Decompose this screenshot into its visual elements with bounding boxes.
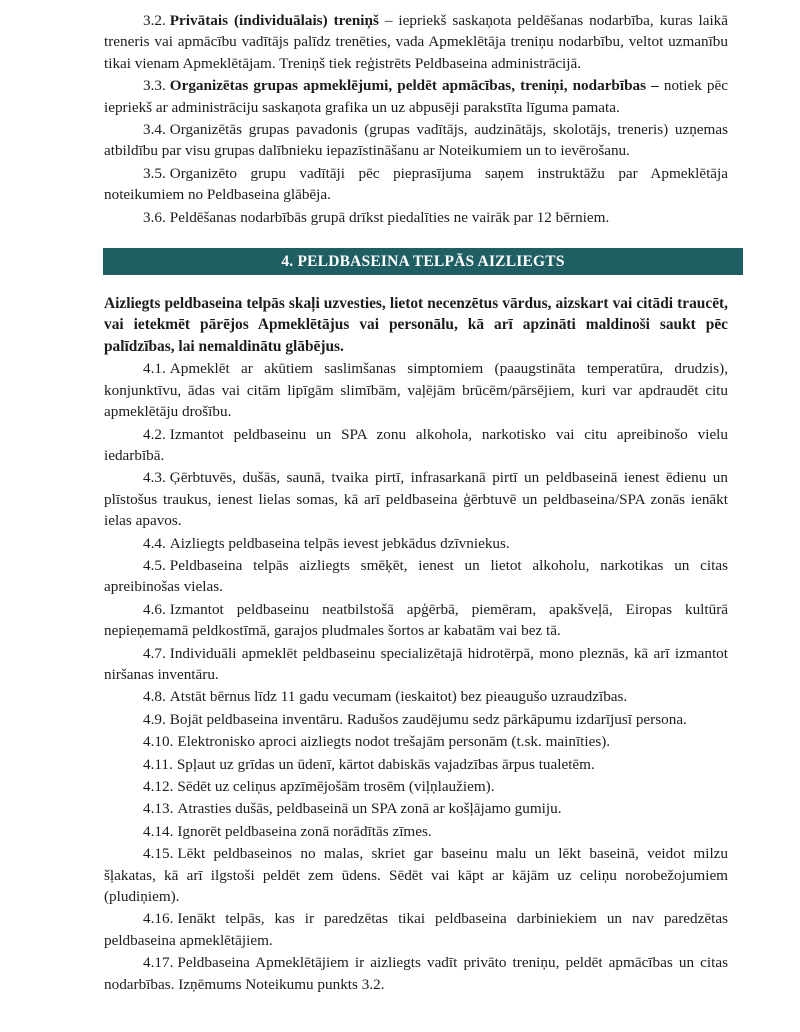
list-item — [104, 533, 728, 554]
paragraph-number: 4.17. — [143, 954, 174, 972]
paragraph-3-3 — [104, 75, 728, 118]
paragraph-number: 4.12. — [143, 778, 174, 795]
paragraph-number: 4.7. — [143, 644, 166, 662]
paragraph-text: Atrasties dušās, peldbaseinā un SPA zonā ar košļājamo gumiju. — [177, 800, 562, 818]
paragraph-text: Ienākt telpās, kas ir paredzētas tikai peldbaseina darbiniekiem un nav paredzētas peldbaseina apmeklētājiem. — [104, 910, 728, 949]
paragraph-text: – iepriekš saskaņota peldēšanas nodarbība, kuras laikā treneris vai apmācību vadītājs palīdz trenēties, vada Apmeklētāja treniņu nodarbību, veltot uzmanību tikai vienam Apmeklētājam. Treniņš tiek reģistrēts Peldbaseina administrācijā. — [104, 12, 729, 72]
list-item — [104, 776, 728, 797]
paragraph-number: 4.11. — [143, 755, 173, 773]
list-item — [104, 843, 728, 907]
paragraph-term: Privātais (individuālais) treniņš — [169, 12, 379, 29]
list-item — [104, 952, 728, 995]
paragraph-text: Organizēto grupu vadītāji pēc pieprasījuma saņem instruktāžu par Apmeklētāja noteikumiem no Peldbaseina glābēja. — [104, 164, 728, 204]
paragraph-number: 4.9. — [143, 710, 166, 728]
paragraph-number: 4.15. — [143, 845, 174, 863]
paragraph-text: Lēkt peldbaseinos no malas, skriet gar baseinu malu un lēkt baseinā, veidot milzu šļakatas, kā arī ilgstoši peldēt zem ūdens. Sēdēt vai kāpt ar kājām uz celiņu norobežojumiem (pludiņiem). — [104, 845, 728, 906]
section-4-header: 4. PELDBASEINA TELPĀS AIZLIEGTS — [103, 248, 743, 275]
section-4-intro: Aizliegts peldbaseina telpās skaļi uzvesties, lietot necenzētus vārdus, aizskart vai citādi traucēt, vai ietekmēt pārējos Apmeklētājus vai personālu, kā arī apzināti maldinoši saukt pēc palīdzības, lai nemaldinātu glābējus. — [104, 295, 728, 355]
paragraph-number: 4.16. — [143, 910, 174, 928]
paragraph-text: Ignorēt peldbaseina zonā norādītās zīmes. — [177, 822, 432, 840]
paragraph-text: Aizliegts peldbaseina telpās ievest jebkādus dzīvniekus. — [169, 534, 510, 552]
paragraph-text: Individuāli apmeklēt peldbaseinu specializētajā hidrotērpā, mono pleznās, kā arī izmantot niršanas inventāru. — [104, 644, 728, 683]
paragraph-number: 3.2. — [143, 12, 166, 29]
list-item — [104, 467, 728, 531]
document-page — [104, 10, 728, 996]
paragraph-3-5 — [104, 163, 728, 206]
list-item — [104, 731, 728, 752]
paragraph-number: 4.14. — [143, 822, 174, 840]
paragraph-text: Peldbaseina telpās aizliegts smēķēt, ienest un lietot alkoholu, narkotikas un citas apreibinošas vielas. — [104, 556, 728, 596]
paragraph-term: Organizētas grupas apmeklējumi, peldēt apmācības, treniņi, nodarbības – — [169, 77, 659, 95]
paragraph-text: notiek pēc iepriekš ar administrāciju saskaņota grafika un uz abpusēji parakstīta līguma pamata. — [104, 77, 728, 116]
paragraph-3-2 — [104, 10, 728, 74]
list-item — [104, 424, 728, 467]
paragraph-3-4 — [104, 119, 728, 162]
prohibited-items-list — [104, 358, 728, 995]
paragraph-text: Sēdēt uz celiņus apzīmējošām trosēm (viļņlaužiem). — [177, 778, 495, 795]
paragraph-text: Organizētās grupas pavadonis (grupas vadītājs, audzinātājs, skolotājs, treneris) uzņemas atbildību par visu grupas dalībnieku iepazīstināšanu ar Noteikumiem un to ievērošanu. — [104, 121, 728, 160]
paragraph-text: Spļaut uz grīdas un ūdenī, kārtot dabiskās vajadzības ārpus tualetēm. — [176, 755, 595, 773]
list-item — [104, 798, 728, 819]
paragraph-number: 4.6. — [143, 600, 166, 618]
paragraph-number: 4.1. — [143, 360, 166, 378]
list-item — [104, 555, 728, 598]
paragraph-text: Atstāt bērnus līdz 11 gadu vecumam (ieskaitot) bez pieaugušo uzraudzības. — [169, 688, 628, 706]
paragraph-number: 4.3. — [143, 469, 166, 487]
list-item — [104, 358, 728, 422]
list-item — [104, 686, 728, 707]
paragraph-text: Bojāt peldbaseina inventāru. Radušos zaudējumu sedz pārkāpumu izdarījusī persona. — [169, 710, 687, 728]
paragraph-number: 4.13. — [143, 800, 174, 818]
list-item — [104, 821, 728, 842]
paragraph-number: 4.10. — [143, 733, 174, 751]
paragraph-number: 3.4. — [143, 121, 166, 139]
paragraph-text: Peldēšanas nodarbībās grupā drīkst piedalīties ne vairāk par 12 bērniem. — [169, 208, 610, 226]
paragraph-number: 3.3. — [143, 77, 166, 95]
list-item — [104, 709, 728, 730]
paragraph-text: Izmantot peldbaseinu neatbilstošā apģērbā, piemēram, apakšveļā, Eiropas kultūrā nepieņemamā peldkostīmā, garajos pludmales šortos ar kabatām vai bez tā. — [104, 600, 728, 640]
list-item — [104, 908, 728, 951]
paragraph-text: Elektronisko aproci aizliegts nodot trešajām personām (t.sk. mainīties). — [177, 733, 611, 751]
paragraph-text: Izmantot peldbaseinu un SPA zonu alkohola, narkotisko vai citu apreibinošo vielu iedarbībā. — [104, 425, 728, 464]
paragraph-text: Ģērbtuvēs, dušās, saunā, tvaika pirtī, infrasarkanā pirtī un peldbaseinā ienest ēdienu un plīstošus traukus, ienest lielas somas, kā arī peldbaseina ģērbtuvē un peldbaseina/SPA zonās ienākt ielas apavos. — [104, 469, 728, 530]
list-item — [104, 599, 728, 642]
list-item — [104, 754, 728, 775]
paragraph-3-6 — [104, 207, 728, 228]
paragraph-number: 4.5. — [143, 556, 166, 574]
paragraph-number: 3.5. — [143, 164, 166, 182]
paragraph-text: Apmeklēt ar akūtiem saslimšanas simptomiem (paaugstināta temperatūra, drudzis), konjunktīvu, ādas vai citām lipīgām slimībām, vaļējām brūcēm/pārsējiem, kuri var apdraudēt citu apmeklētāju drošību. — [104, 360, 728, 421]
paragraph-text: Peldbaseina Apmeklētājiem ir aizliegts vadīt privāto treniņu, peldēt apmācības un citas nodarbības. Izņēmums Noteikumu punkts 3.2. — [104, 954, 728, 993]
paragraph-number: 4.2. — [143, 425, 166, 443]
paragraph-number: 4.4. — [143, 534, 166, 552]
paragraph-number: 4.8. — [143, 688, 166, 706]
paragraph-number: 3.6. — [143, 208, 166, 226]
list-item — [104, 643, 728, 686]
